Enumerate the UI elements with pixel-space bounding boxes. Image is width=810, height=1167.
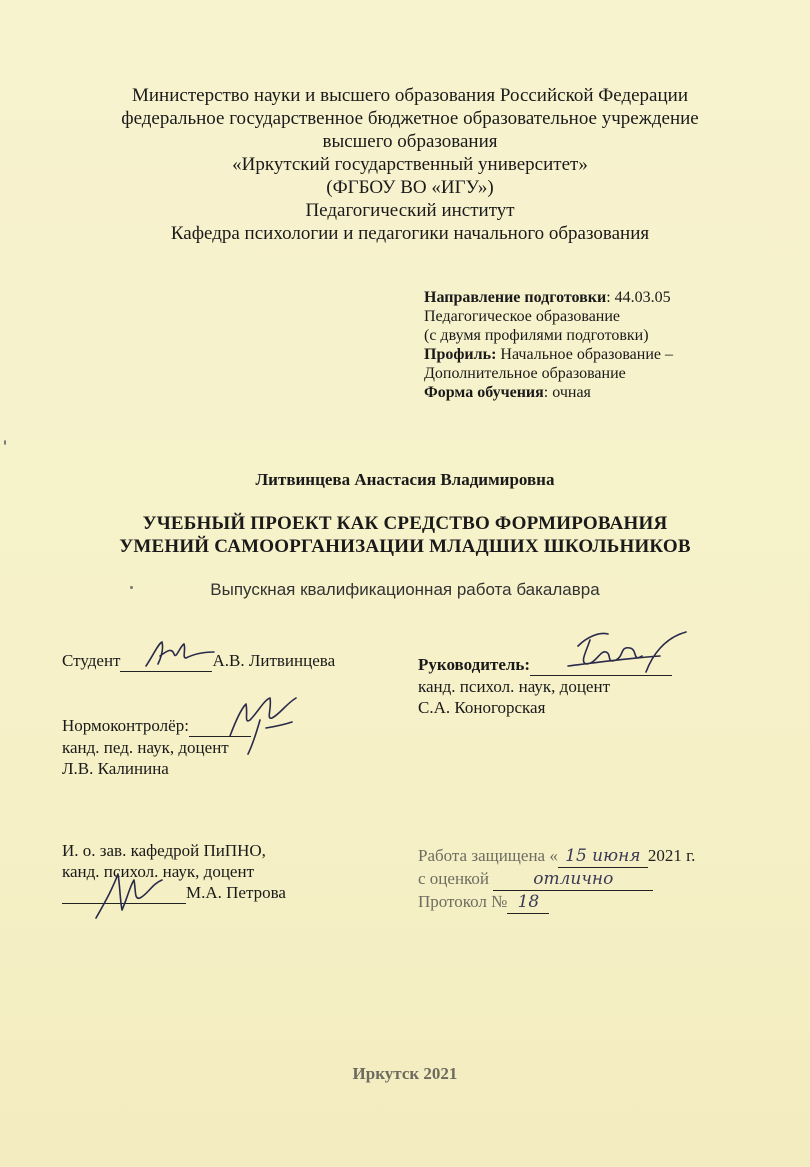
norm-controller-name: Л.В. Калинина bbox=[62, 759, 169, 778]
thesis-title-line1: УЧЕБНЫЙ ПРОЕКТ КАК СРЕДСТВО ФОРМИРОВАНИЯ bbox=[142, 513, 668, 534]
head-of-dept-signature bbox=[90, 860, 170, 926]
author-name: Литвинцева Анастасия Владимировна bbox=[255, 470, 555, 489]
head-of-dept-position: И. о. зав. кафедрой ПиПНО, bbox=[62, 841, 266, 860]
header-line-education-level: высшего образования bbox=[322, 131, 498, 152]
grade-value: отлично bbox=[493, 869, 653, 891]
institution-header bbox=[80, 84, 740, 245]
supervisor-degree: канд. психол. наук, доцент bbox=[418, 677, 611, 696]
defended-label: Работа защищена « bbox=[418, 846, 558, 865]
thesis-title bbox=[0, 512, 810, 558]
head-of-dept-name: М.А. Петрова bbox=[186, 883, 286, 902]
direction-line2: Педагогическое образование bbox=[424, 308, 621, 325]
city-year: Иркутск 2021 bbox=[352, 1064, 458, 1083]
defense-date: 15 июня bbox=[558, 846, 648, 868]
student-label: Студент bbox=[62, 651, 121, 670]
header-line-ministry: Министерство науки и высшего образования Российской Федерации bbox=[132, 85, 688, 106]
work-type: Выпускная квалификационная работа бакалавра bbox=[210, 580, 600, 599]
header-line-abbreviation: (ФГБОУ ВО «ИГУ») bbox=[326, 177, 494, 198]
form-value: : очная bbox=[543, 384, 591, 401]
student-name: А.В. Литвинцева bbox=[212, 651, 336, 670]
defense-block bbox=[418, 845, 695, 914]
grade-label: с оценкой bbox=[418, 869, 490, 888]
direction-line3: (с двумя профилями подготовки) bbox=[424, 327, 649, 344]
header-line-department: Кафедра психологии и педагогики начального образования bbox=[170, 223, 650, 244]
norm-controller-label: Нормоконтролёр: bbox=[62, 716, 189, 735]
header-line-institute: Педагогический институт bbox=[305, 200, 515, 221]
profile-line2: Дополнительное образование bbox=[424, 365, 626, 382]
paper-speck bbox=[4, 440, 6, 445]
protocol-label: Протокол № bbox=[418, 892, 508, 911]
direction-value: : 44.03.05 bbox=[606, 289, 671, 306]
norm-controller-signature bbox=[220, 690, 310, 760]
student-signature bbox=[140, 636, 220, 672]
profile-value: Начальное образование – bbox=[496, 346, 673, 363]
direction-label: Направление подготовки bbox=[424, 289, 607, 306]
profile-row bbox=[424, 345, 744, 364]
study-info bbox=[424, 288, 744, 402]
head-of-dept-degree: канд. психол. наук, доцент bbox=[62, 862, 255, 881]
supervisor-label: Руководитель: bbox=[418, 655, 531, 674]
supervisor-name: С.А. Коногорская bbox=[418, 698, 546, 717]
defense-year: 2021 г. bbox=[647, 846, 696, 865]
direction-row bbox=[424, 288, 744, 307]
profile-label: Профиль: bbox=[424, 346, 497, 363]
norm-controller-degree: канд. пед. наук, доцент bbox=[62, 738, 229, 757]
supervisor-signature bbox=[560, 626, 700, 680]
header-line-institution-type: федеральное государственное бюджетное образовательное учреждение bbox=[121, 108, 699, 129]
header-line-university: «Иркутский государственный университет» bbox=[232, 154, 588, 175]
thesis-title-line2: УМЕНИЙ САМООРГАНИЗАЦИИ МЛАДШИХ ШКОЛЬНИКОВ bbox=[119, 536, 691, 557]
form-row bbox=[424, 383, 744, 402]
form-label: Форма обучения bbox=[424, 384, 544, 401]
protocol-number: 18 bbox=[507, 892, 549, 914]
paper-speck bbox=[130, 586, 133, 589]
